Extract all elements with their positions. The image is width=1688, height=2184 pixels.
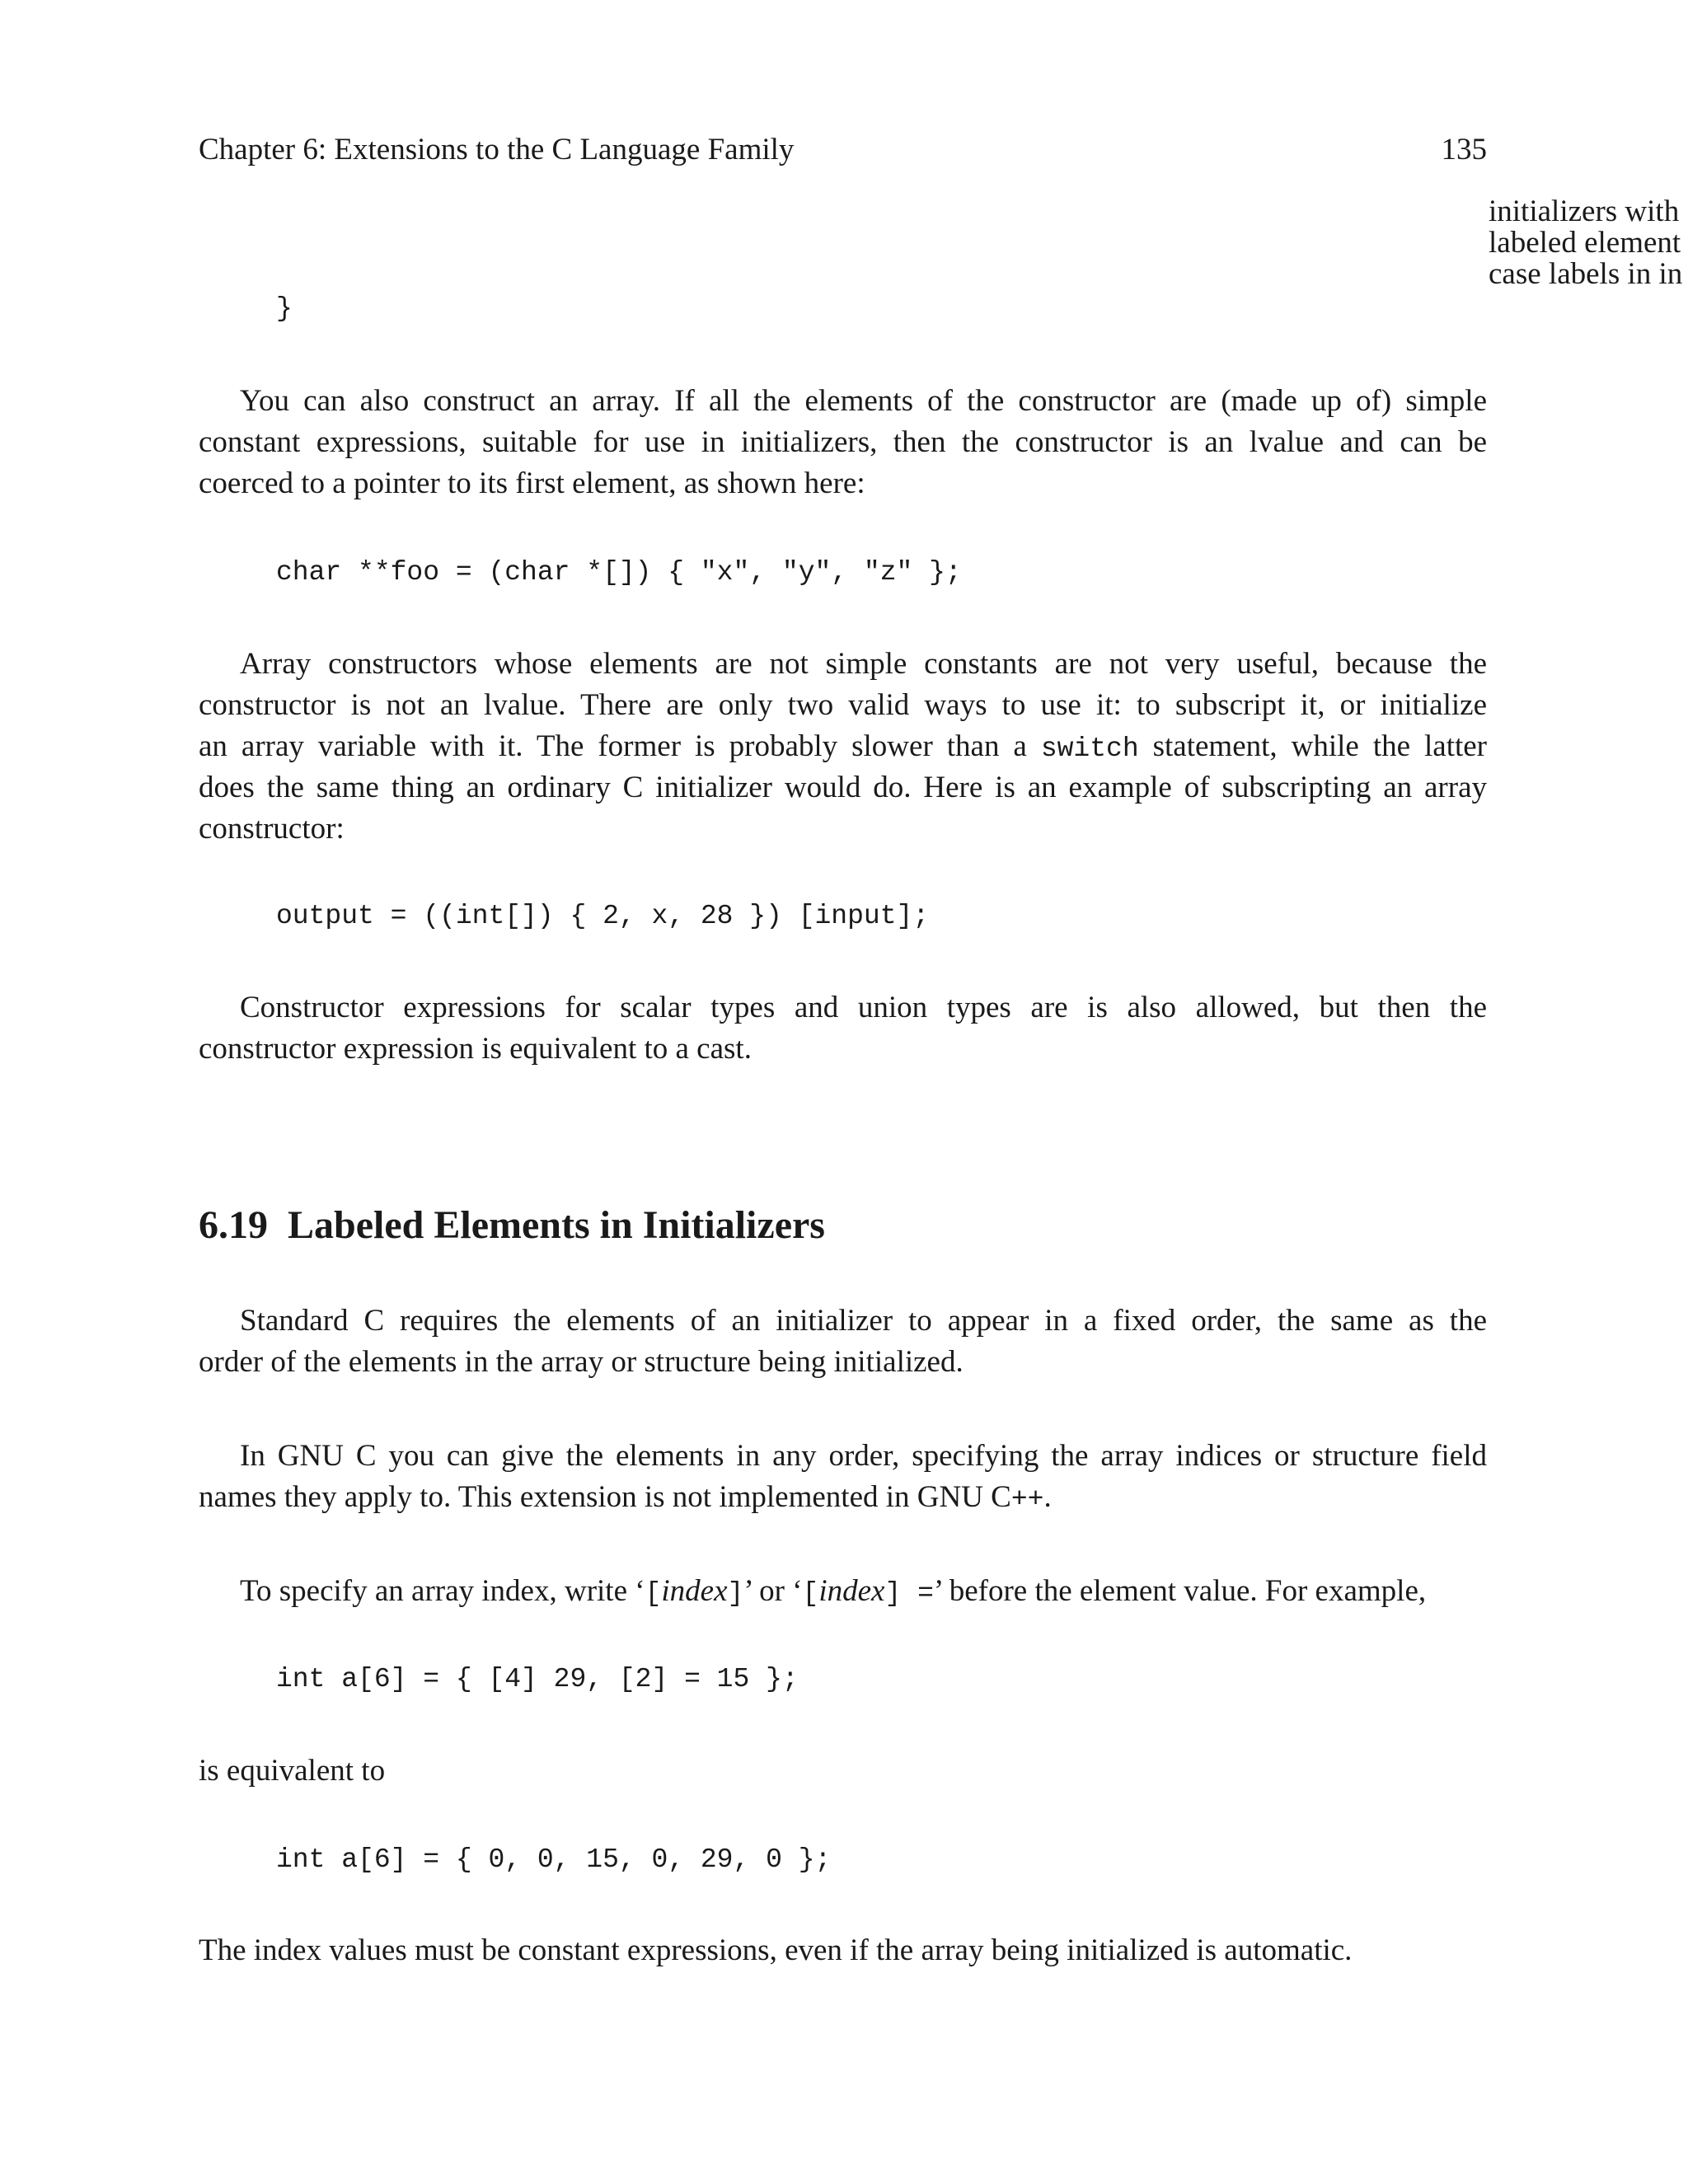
paragraph-line: order of the elements in the array or structure being initialized.	[199, 1345, 964, 1379]
paragraph-line: does the same thing an ordinary C initializer would do. Here is an example of subscripting an array	[199, 771, 1487, 804]
margin-index-entry: labeled element	[1489, 226, 1681, 260]
paragraph-line: Constructor expressions for scalar types and union types are is also allowed, but then the	[240, 991, 1487, 1024]
margin-index-entry: case labels in in	[1489, 257, 1683, 291]
paragraph-line: coerced to a pointer to its first element, as shown here:	[199, 466, 865, 500]
section-heading	[199, 1201, 825, 1250]
inline-code-plusplus: ++	[1010, 1484, 1044, 1515]
margin-index-terms	[1489, 196, 1688, 290]
section-number: 6.19	[199, 1203, 268, 1247]
paragraph-nonconstant-constructors	[199, 644, 1487, 850]
chapter-title: Chapter 6: Extensions to the C Language Family	[199, 133, 795, 166]
code-example-output: output = ((int[]) { 2, x, 28 }) [input];	[276, 901, 930, 931]
paragraph-line: The index values must be constant expressions, even if the array being initialized is automatic.	[199, 1933, 1353, 1967]
inline-code: ] =	[884, 1578, 934, 1609]
paragraph-standard-c	[199, 1301, 1487, 1383]
paragraph-line: constructor expression is equivalent to a cast.	[199, 1032, 752, 1066]
inline-code: [	[802, 1578, 819, 1609]
paragraph-index-values	[199, 1930, 1487, 1971]
paragraph-text: To specify an array index, write ‘	[240, 1574, 645, 1608]
code-example-foo: char **foo = (char *[]) { "x", "y", "z" };	[276, 557, 962, 588]
paragraph-equivalent	[199, 1750, 1487, 1792]
section-title: Labeled Elements in Initializers	[288, 1203, 825, 1247]
paragraph-line: is equivalent to	[199, 1754, 386, 1788]
inline-code: [	[645, 1578, 662, 1609]
paragraph-gnu-c	[199, 1436, 1487, 1518]
page-number: 135	[1441, 133, 1487, 166]
paragraph-text: names they apply to. This extension is not implemented in GNU C	[199, 1480, 1011, 1514]
paragraph-text: ’ before the element value. For example,	[933, 1574, 1427, 1608]
paragraph-line: constant expressions, suitable for use in initializers, then the constructor is an lvalue and can be	[199, 425, 1487, 459]
inline-italic: index	[661, 1574, 728, 1608]
inline-italic: index	[818, 1574, 885, 1608]
code-example-equivalent: int a[6] = { 0, 0, 15, 0, 29, 0 };	[276, 1844, 832, 1875]
paragraph-array-index	[199, 1571, 1487, 1612]
code-example-labeled: int a[6] = { [4] 29, [2] = 15 };	[276, 1664, 799, 1694]
paragraph-text: an array variable with it. The former is probably slower than a	[199, 729, 1041, 763]
paragraph-line: In GNU C you can give the elements in any order, specifying the array indices or structure field	[240, 1439, 1487, 1473]
paragraph-text: ’ or ‘	[743, 1574, 803, 1608]
paragraph-line: Array constructors whose elements are not simple constants are not very useful, because the	[240, 647, 1487, 681]
paragraph-text: .	[1043, 1480, 1052, 1514]
margin-index-entry: initializers with	[1489, 194, 1680, 228]
code-closing-brace: }	[276, 293, 293, 324]
paragraph-array-constructor	[199, 381, 1487, 504]
inline-code-switch: switch	[1040, 733, 1139, 764]
inline-code: ]	[727, 1578, 744, 1609]
paragraph-line: You can also construct an array. If all the elements of the constructor are (made up of) simple	[240, 384, 1487, 418]
paragraph-line: constructor is not an lvalue. There are only two valid ways to use it: to subscript it, or initialize	[199, 688, 1487, 722]
paragraph-line: constructor:	[199, 812, 345, 846]
paragraph-scalar-constructors	[199, 987, 1487, 1070]
paragraph-text: statement, while the latter	[1138, 729, 1487, 763]
paragraph-line: Standard C requires the elements of an initializer to appear in a fixed order, the same as the	[240, 1304, 1487, 1338]
